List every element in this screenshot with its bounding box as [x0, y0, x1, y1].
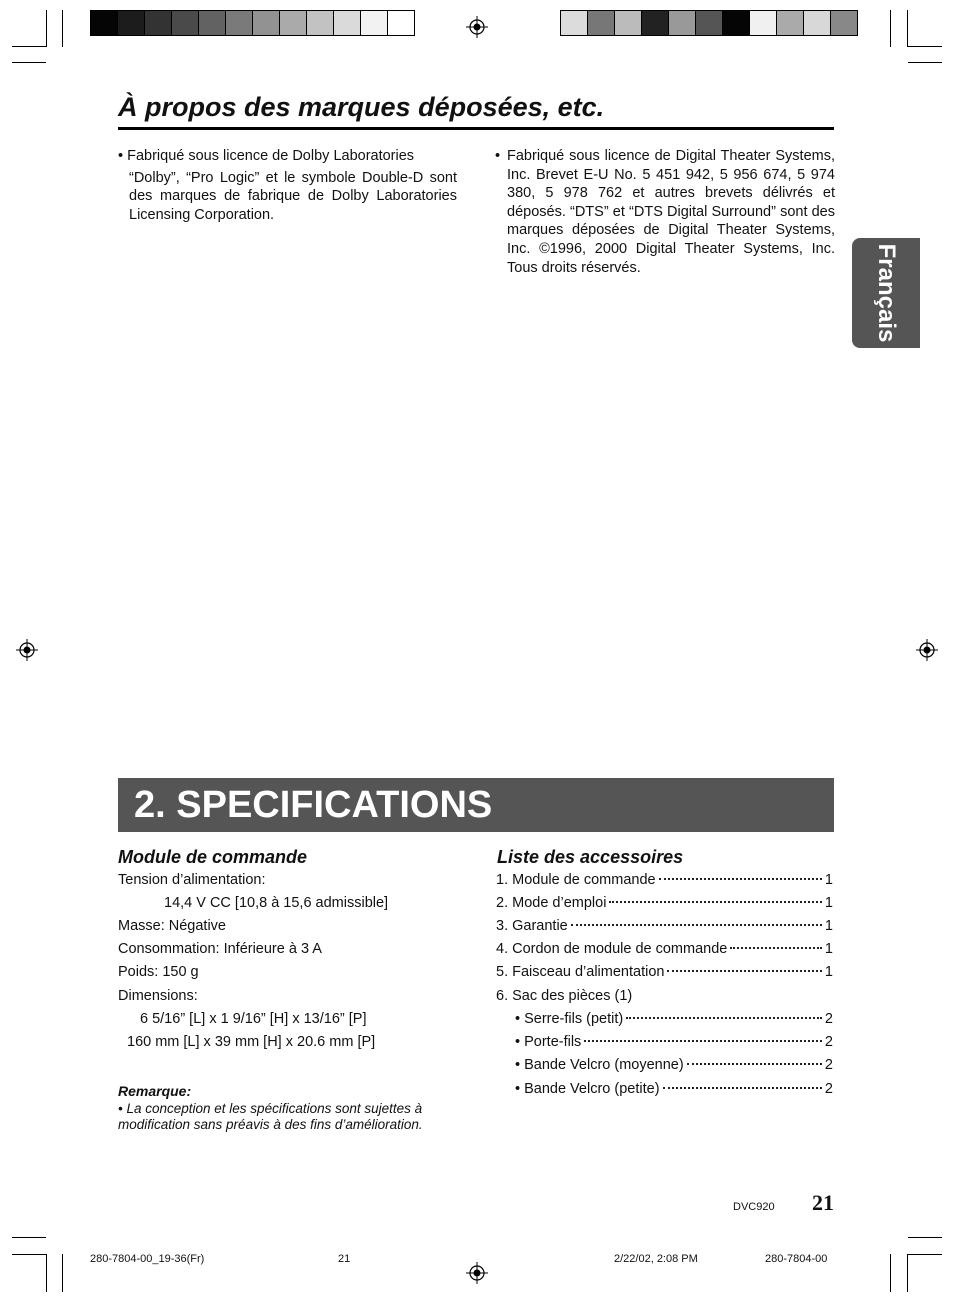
color-swatch [588, 11, 615, 35]
accessory-label: • Bande Velcro (petite) [515, 1081, 660, 1097]
accessory-quantity: 1 [824, 918, 833, 934]
color-swatch [253, 11, 280, 35]
language-tab [852, 238, 920, 348]
center-page-number: 21 [338, 1253, 351, 1265]
spec-tension-value: 14,4 V CC [10,8 à 15,6 admissible] [164, 895, 389, 911]
crop-mark [12, 62, 46, 63]
dot-leader [609, 901, 822, 903]
accessory-quantity: 2 [824, 1057, 833, 1073]
dot-leader [584, 1040, 822, 1042]
accessory-label: 4. Cordon de module de commande [496, 941, 728, 957]
crop-mark [62, 1254, 63, 1292]
registration-mark-icon [466, 1262, 488, 1284]
color-swatch [388, 11, 414, 35]
module-heading: Module de commande [118, 847, 308, 867]
color-swatch [280, 11, 307, 35]
dot-leader [730, 947, 822, 949]
dts-bullet: • [495, 148, 501, 164]
spec-tension-label: Tension d’alimentation: [118, 872, 266, 888]
accessory-label: • Serre-fils (petit) [515, 1011, 624, 1027]
color-bar-left [90, 10, 415, 36]
color-swatch [361, 11, 388, 35]
specifications-banner [118, 778, 834, 832]
color-swatch [199, 11, 226, 35]
spec-consommation: Consommation: Inférieure à 3 A [118, 941, 322, 957]
accessory-quantity: 2 [824, 1081, 833, 1097]
registration-mark-icon [16, 639, 38, 661]
dolby-notice-body: “Dolby”, “Pro Logic” et le symbole Double-D sont des marques de fabrique de Dolby Laboratories Licensing Corporation. [129, 169, 457, 223]
print-date: 2/22/02, 2:08 PM [614, 1253, 698, 1265]
accessory-item [515, 1057, 833, 1073]
trademarks-title: À propos des marques déposées, etc. [118, 92, 834, 130]
model-code: DVC920 [733, 1201, 775, 1213]
accessory-item [496, 964, 833, 980]
color-swatch [696, 11, 723, 35]
spec-dimensions-mm: 160 mm [L] x 39 mm [H] x 20.6 mm [P] [127, 1034, 376, 1050]
accessory-item [496, 941, 833, 957]
accessory-label: 5. Faisceau d’alimentation [496, 964, 665, 980]
remark-text: • La conception et les spécifications sont sujettes à modification sans préavis à des fins d’amélioration. [118, 1101, 423, 1132]
color-swatch [118, 11, 145, 35]
color-bar-right [560, 10, 858, 36]
accessory-quantity: 1 [824, 872, 833, 888]
spec-dimensions-inch: 6 5/16” [L] x 1 9/16” [H] x 13/16” [P] [140, 1011, 367, 1027]
dolby-notice-first-line: • Fabriqué sous licence de Dolby Laboratories [118, 148, 415, 164]
dot-leader [663, 1087, 822, 1089]
accessory-item [496, 918, 833, 934]
file-code: 280-7804-00_19-36(Fr) [90, 1253, 205, 1265]
registration-mark-icon [916, 639, 938, 661]
language-tab-label: Français [873, 243, 900, 343]
color-swatch [226, 11, 253, 35]
crop-mark [908, 1237, 942, 1238]
color-swatch [172, 11, 199, 35]
dolby-notice [118, 147, 457, 224]
dot-leader [659, 878, 822, 880]
accessory-item [496, 895, 833, 911]
spec-dimensions-label: Dimensions: [118, 988, 198, 1004]
accessories-heading: Liste des accessoires [497, 847, 684, 867]
page-number: 21 [812, 1190, 834, 1215]
dot-leader [687, 1063, 822, 1065]
crop-mark [908, 46, 942, 47]
accessory-item [515, 1081, 833, 1097]
crop-mark [12, 1254, 46, 1255]
accessory-quantity: 1 [824, 895, 833, 911]
registration-mark-icon [466, 16, 488, 38]
accessory-item [496, 872, 833, 888]
crop-mark [12, 1237, 46, 1238]
dot-leader [571, 924, 822, 926]
accessory-item [496, 988, 632, 1004]
dot-leader [626, 1017, 822, 1019]
accessory-label: • Porte-fils [515, 1034, 582, 1050]
accessory-label: • Bande Velcro (moyenne) [515, 1057, 684, 1073]
specifications-title: 2. SPECIFICATIONS [134, 784, 493, 826]
crop-mark [46, 1254, 47, 1292]
color-swatch [831, 11, 857, 35]
accessory-label: 2. Mode d’emploi [496, 895, 607, 911]
crop-mark [890, 1254, 891, 1292]
dot-leader [667, 970, 821, 972]
part-number: 280-7804-00 [765, 1253, 828, 1265]
accessory-quantity: 1 [824, 964, 833, 980]
color-swatch [615, 11, 642, 35]
color-swatch [669, 11, 696, 35]
crop-mark [908, 62, 942, 63]
crop-mark [890, 10, 891, 47]
accessory-item [515, 1011, 833, 1027]
accessory-label: 1. Module de commande [496, 872, 656, 888]
color-swatch [723, 11, 750, 35]
remark-title: Remarque: [118, 1083, 192, 1099]
color-swatch [804, 11, 831, 35]
accessory-quantity: 2 [824, 1034, 833, 1050]
color-swatch [750, 11, 777, 35]
color-swatch [307, 11, 334, 35]
color-swatch [777, 11, 804, 35]
color-swatch [91, 11, 118, 35]
dts-notice-body: Fabriqué sous licence de Digital Theater Systems, Inc. Brevet E-U No. 5 451 942, 5 956 674, 5 974 380, 5 978 762 et autres brevets délivrés et déposés. “DTS” et “DTS Digital Surround” sont des marques déposées de Digital Theater Systems, Inc. ©1996, 2000 Digital Theater Systems, Inc. Tous droits réservés. [507, 148, 835, 276]
accessory-label: 6. Sac des pièces (1) [496, 988, 633, 1004]
accessory-quantity: 2 [824, 1011, 833, 1027]
dts-notice [495, 147, 835, 277]
accessory-quantity: 1 [824, 941, 833, 957]
crop-mark [907, 1254, 908, 1292]
crop-mark [12, 46, 46, 47]
spec-poids: Poids: 150 g [118, 964, 199, 980]
crop-mark [908, 1254, 942, 1255]
crop-mark [907, 10, 908, 47]
accessory-item [515, 1034, 833, 1050]
crop-mark [46, 10, 47, 47]
color-swatch [334, 11, 361, 35]
color-swatch [145, 11, 172, 35]
color-swatch [642, 11, 669, 35]
color-swatch [561, 11, 588, 35]
spec-masse: Masse: Négative [118, 918, 226, 934]
crop-mark [62, 10, 63, 47]
accessory-label: 3. Garantie [496, 918, 568, 934]
